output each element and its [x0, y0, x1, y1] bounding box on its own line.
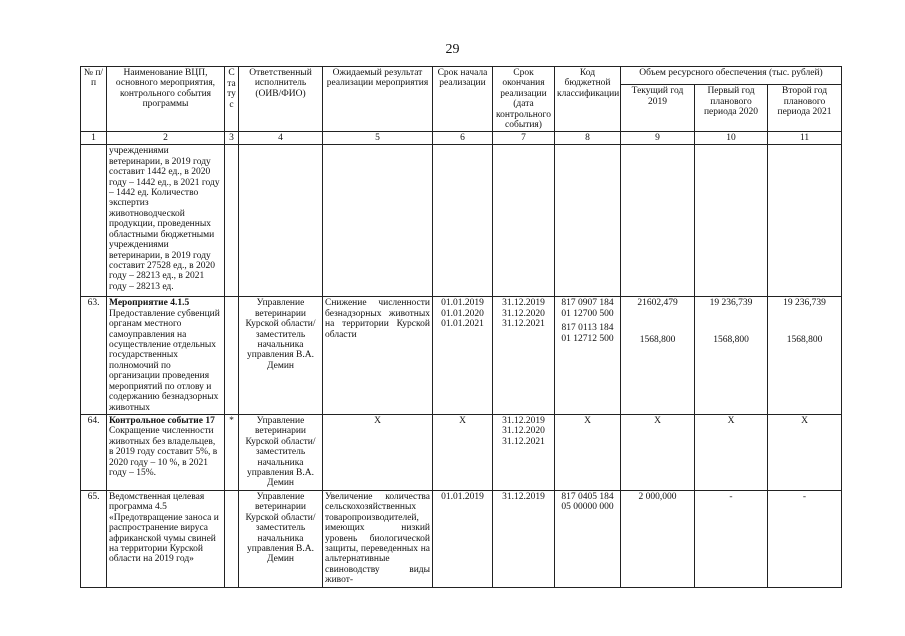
header-volume: Объем ресурсного обеспечения (тыс. рублей) — [621, 67, 842, 85]
row-end: 31.12.2019 31.12.2020 31.12.2021 — [493, 414, 555, 490]
row-start: 01.01.2019 — [433, 490, 493, 587]
column-number: 7 — [493, 132, 555, 145]
header-status: Статус — [225, 67, 239, 132]
page-number: 29 — [445, 42, 460, 57]
row-2021: 19 236,739 1568,800 — [768, 297, 842, 414]
row-result: Увеличение количества сельскохозяйственных товаропроизводителей, имеющих низкий уровень биологической защиты, переведенных на альтернативные свиноводству виды живот- — [323, 490, 433, 587]
row-2021: X — [768, 414, 842, 490]
table-row — [81, 414, 842, 490]
row-budget-code: X — [555, 414, 621, 490]
row-result: X — [323, 414, 433, 490]
row-name-text: Предоставление субвенций органам местного самоуправления на осуществление отдельных государственных полномочий по организации проведения мероприятий по отлову и содержанию безнадзорных животных — [109, 308, 220, 413]
column-number: 5 — [323, 132, 433, 145]
header-2021: Второй год планового периода 2021 — [768, 85, 842, 132]
column-number: 10 — [695, 132, 768, 145]
header-code: Код бюджетной классификации — [555, 67, 621, 132]
header-responsible: Ответственный исполнитель (ОИВ/ФИО) — [239, 67, 323, 132]
column-number: 3 — [225, 132, 239, 145]
row-responsible: Управление ветеринарии Курской области/заместитель начальника управления В.А. Демин — [239, 414, 323, 490]
column-number: 1 — [81, 132, 107, 145]
column-number-row — [81, 132, 842, 145]
table-row — [81, 297, 842, 414]
row-2020: 19 236,739 1568,800 — [695, 297, 768, 414]
row-name-text: Сокращение численности животных без владельцев, в 2019 году составит 5%, в 2020 году – 10 %, в 2021 году – 15%. — [109, 426, 218, 478]
resource-table — [80, 66, 842, 588]
row-result: Снижение численности безнадзорных животных на территории Курской области — [323, 297, 433, 414]
row-2020: X — [695, 414, 768, 490]
row-name-title: Мероприятие 4.1.5 — [109, 298, 190, 309]
row-budget-code: 817 0405 184 05 00000 000 — [555, 490, 621, 587]
row-end: 31.12.2019 — [493, 490, 555, 587]
row-2021: - — [768, 490, 842, 587]
header-2020: Первый год планового периода 2020 — [695, 85, 768, 132]
row-2019: X — [621, 414, 695, 490]
row-name — [107, 297, 225, 414]
row-start: X — [433, 414, 493, 490]
column-number: 8 — [555, 132, 621, 145]
row-name: Ведомственная целевая программа 4.5 «Предотвращение заноса и распространение вируса африканской чумы свиней на территории Курской области на 2019 год» — [107, 490, 225, 587]
table-row — [81, 145, 842, 297]
row-name — [107, 414, 225, 490]
row-start: 01.01.2019 01.01.2020 01.01.2021 — [433, 297, 493, 414]
row-2020: - — [695, 490, 768, 587]
row-2019: 2 000,000 — [621, 490, 695, 587]
row-end: 31.12.2019 31.12.2020 31.12.2021 — [493, 297, 555, 414]
row-number: 64. — [81, 414, 107, 490]
header-name: Наименование ВЦП, основного мероприятия, контрольного события программы — [107, 67, 225, 132]
header-num: № п/п — [81, 67, 107, 132]
header-start: Срок начала реализации — [433, 67, 493, 132]
column-number: 4 — [239, 132, 323, 145]
table-row — [81, 490, 842, 587]
row-budget-code: 817 0907 184 01 12700 500 817 0113 184 01 12712 500 — [555, 297, 621, 414]
row-status: * — [225, 414, 239, 490]
row-responsible: Управление ветеринарии Курской области/заместитель начальника управления В.А. Демин — [239, 490, 323, 587]
header-result: Ожидаемый результат реализации мероприятия — [323, 67, 433, 132]
column-number: 9 — [621, 132, 695, 145]
row-number: 65. — [81, 490, 107, 587]
header-row — [81, 67, 842, 85]
header-end: Срок окончания реализации (дата контрольного события) — [493, 67, 555, 132]
cont-name: учреждениями ветеринарии, в 2019 году составит 1442 ед., в 2020 году – 1442 ед., в 2021 году – 1442 ед. Количество экспертиз животноводческой продукции, проведенных областными бюджетными учреждениями ветеринарии, в 2019 году составит 27528 ед., в 2020 году – 28213 ед., в 2021 году – 28213 ед. — [107, 145, 225, 297]
column-number: 6 — [433, 132, 493, 145]
column-number: 2 — [107, 132, 225, 145]
column-number: 11 — [768, 132, 842, 145]
row-2019: 21602,479 1568,800 — [621, 297, 695, 414]
header-2019: Текущий год 2019 — [621, 85, 695, 132]
row-name-title: Контрольное событие 17 — [109, 415, 215, 426]
row-number: 63. — [81, 297, 107, 414]
row-responsible: Управление ветеринарии Курской области/заместитель начальника управления В.А. Демин — [239, 297, 323, 414]
